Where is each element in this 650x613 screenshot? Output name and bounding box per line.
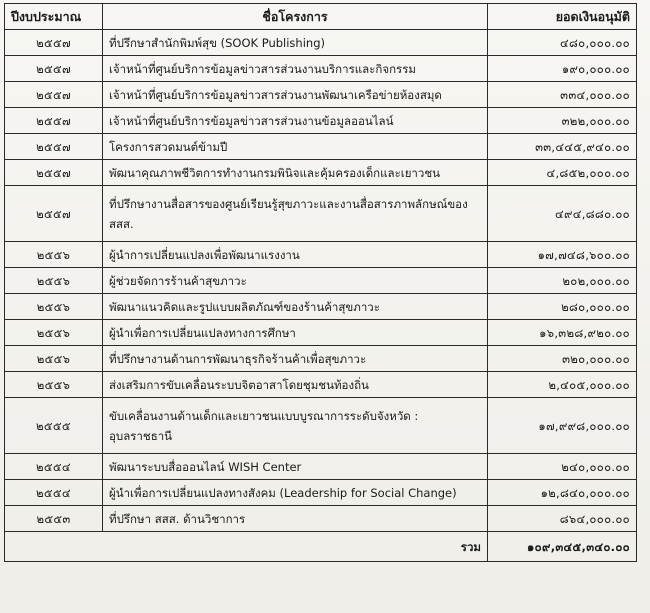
table-row xyxy=(5,320,637,346)
table-row xyxy=(5,30,637,56)
row-amount: ๘๖๔,๐๐๐.๐๐ xyxy=(488,506,637,532)
row-amount: ๑๖,๓๒๘,๙๒๐.๐๐ xyxy=(488,320,637,346)
header-approved-amount: ยอดเงินอนุมัติ xyxy=(488,4,637,30)
row-project-name: ที่ปรึกษางานสื่อสารของศูนย์เรียนรู้สุขภาวะและงานสื่อสารภาพลักษณ์ของสสส. xyxy=(103,186,488,242)
row-year: ๒๕๕๗ xyxy=(5,186,103,242)
table-row xyxy=(5,108,637,134)
row-amount: ๓๒๐,๐๐๐.๐๐ xyxy=(488,346,637,372)
table-row xyxy=(5,398,637,454)
row-amount: ๔,๘๕๒,๐๐๐.๐๐ xyxy=(488,160,637,186)
row-project-name: ที่ปรึกษาสำนักพิมพ์สุข (SOOK Publishing) xyxy=(103,30,488,56)
row-project-name: ที่ปรึกษา สสส. ด้านวิชาการ xyxy=(103,506,488,532)
row-year: ๒๕๕๖ xyxy=(5,268,103,294)
row-year: ๒๕๕๓ xyxy=(5,506,103,532)
row-project-name: พัฒนาแนวคิดและรูปแบบผลิตภัณฑ์ของร้านค้าสุขภาวะ xyxy=(103,294,488,320)
row-amount: ๓๒๒,๐๐๐.๐๐ xyxy=(488,108,637,134)
table-row xyxy=(5,454,637,480)
row-amount: ๒๐๒,๐๐๐.๐๐ xyxy=(488,268,637,294)
table-row xyxy=(5,82,637,108)
table-row xyxy=(5,480,637,506)
header-project-name: ชื่อโครงการ xyxy=(103,4,488,30)
row-project-name: ขับเคลื่อนงานด้านเด็กและเยาวชนแบบบูรณาการระดับจังหวัด : อุบลราชธานี xyxy=(103,398,488,454)
table-row xyxy=(5,56,637,82)
row-year: ๒๕๕๖ xyxy=(5,242,103,268)
table-body xyxy=(5,30,637,562)
row-year: ๒๕๕๖ xyxy=(5,294,103,320)
row-project-name: โครงการสวดมนต์ข้ามปี xyxy=(103,134,488,160)
row-project-name: เจ้าหน้าที่ศูนย์บริการข้อมูลข่าวสารส่วนงานพัฒนาเครือข่ายห้องสมุด xyxy=(103,82,488,108)
row-year: ๒๕๕๖ xyxy=(5,372,103,398)
row-project-name: พัฒนาคุณภาพชีวิตการทำงานกรมพินิจและคุ้มครองเด็กและเยาวชน xyxy=(103,160,488,186)
row-amount: ๒๔๐,๐๐๐.๐๐ xyxy=(488,454,637,480)
row-amount: ๑๗,๗๔๘,๖๐๐.๐๐ xyxy=(488,242,637,268)
table-row xyxy=(5,346,637,372)
row-year: ๒๕๕๖ xyxy=(5,346,103,372)
total-row xyxy=(5,532,637,562)
table-row xyxy=(5,242,637,268)
table-row xyxy=(5,294,637,320)
row-project-name: ส่งเสริมการขับเคลื่อนระบบจิตอาสาโดยชุมชนท้องถิ่น xyxy=(103,372,488,398)
row-project-name: พัฒนาระบบสื่อออนไลน์ WISH Center xyxy=(103,454,488,480)
row-year: ๒๕๕๗ xyxy=(5,160,103,186)
row-amount: ๑๗,๙๙๘,๐๐๐.๐๐ xyxy=(488,398,637,454)
row-amount: ๔๙๔,๘๘๐.๐๐ xyxy=(488,186,637,242)
project-budget-table xyxy=(4,3,637,562)
row-year: ๒๕๕๔ xyxy=(5,454,103,480)
row-project-name: ผู้ช่วยจัดการร้านค้าสุขภาวะ xyxy=(103,268,488,294)
table-row xyxy=(5,160,637,186)
header-row xyxy=(5,4,637,30)
row-amount: ๑๙๐,๐๐๐.๐๐ xyxy=(488,56,637,82)
table-row xyxy=(5,134,637,160)
row-amount: ๓๓๔,๐๐๐.๐๐ xyxy=(488,82,637,108)
row-year: ๒๕๕๗ xyxy=(5,134,103,160)
table-row xyxy=(5,506,637,532)
row-project-name: เจ้าหน้าที่ศูนย์บริการข้อมูลข่าวสารส่วนงานข้อมูลออนไลน์ xyxy=(103,108,488,134)
row-project-name: ที่ปรึกษางานด้านการพัฒนาธุรกิจร้านค้าเพื่อสุขภาวะ xyxy=(103,346,488,372)
row-year: ๒๕๕๗ xyxy=(5,56,103,82)
row-project-name: ผู้นำเพื่อการเปลี่ยนแปลงทางการศึกษา xyxy=(103,320,488,346)
row-year: ๒๕๕๕ xyxy=(5,398,103,454)
row-amount: ๒,๔๐๕,๐๐๐.๐๐ xyxy=(488,372,637,398)
row-amount: ๒๘๐,๐๐๐.๐๐ xyxy=(488,294,637,320)
table-row xyxy=(5,268,637,294)
total-label: รวม xyxy=(5,532,488,562)
table-header xyxy=(5,4,637,30)
row-project-name: ผู้นำเพื่อการเปลี่ยนแปลงทางสังคม (Leadership for Social Change) xyxy=(103,480,488,506)
row-project-name: ผู้นำการเปลี่ยนแปลงเพื่อพัฒนาแรงงาน xyxy=(103,242,488,268)
header-fiscal-year: ปีงบประมาณ xyxy=(5,4,103,30)
row-year: ๒๕๕๔ xyxy=(5,480,103,506)
table-row xyxy=(5,186,637,242)
row-amount: ๔๘๐,๐๐๐.๐๐ xyxy=(488,30,637,56)
row-year: ๒๕๕๗ xyxy=(5,30,103,56)
row-project-name: เจ้าหน้าที่ศูนย์บริการข้อมูลข่าวสารส่วนงานบริการและกิจกรรม xyxy=(103,56,488,82)
row-year: ๒๕๕๗ xyxy=(5,82,103,108)
row-amount: ๓๓,๔๔๕,๙๔๐.๐๐ xyxy=(488,134,637,160)
row-year: ๒๕๕๗ xyxy=(5,108,103,134)
row-amount: ๑๒,๘๔๐,๐๐๐.๐๐ xyxy=(488,480,637,506)
row-year: ๒๕๕๖ xyxy=(5,320,103,346)
total-amount: ๑๐๙,๓๔๕,๓๔๐.๐๐ xyxy=(488,532,637,562)
table-row xyxy=(5,372,637,398)
